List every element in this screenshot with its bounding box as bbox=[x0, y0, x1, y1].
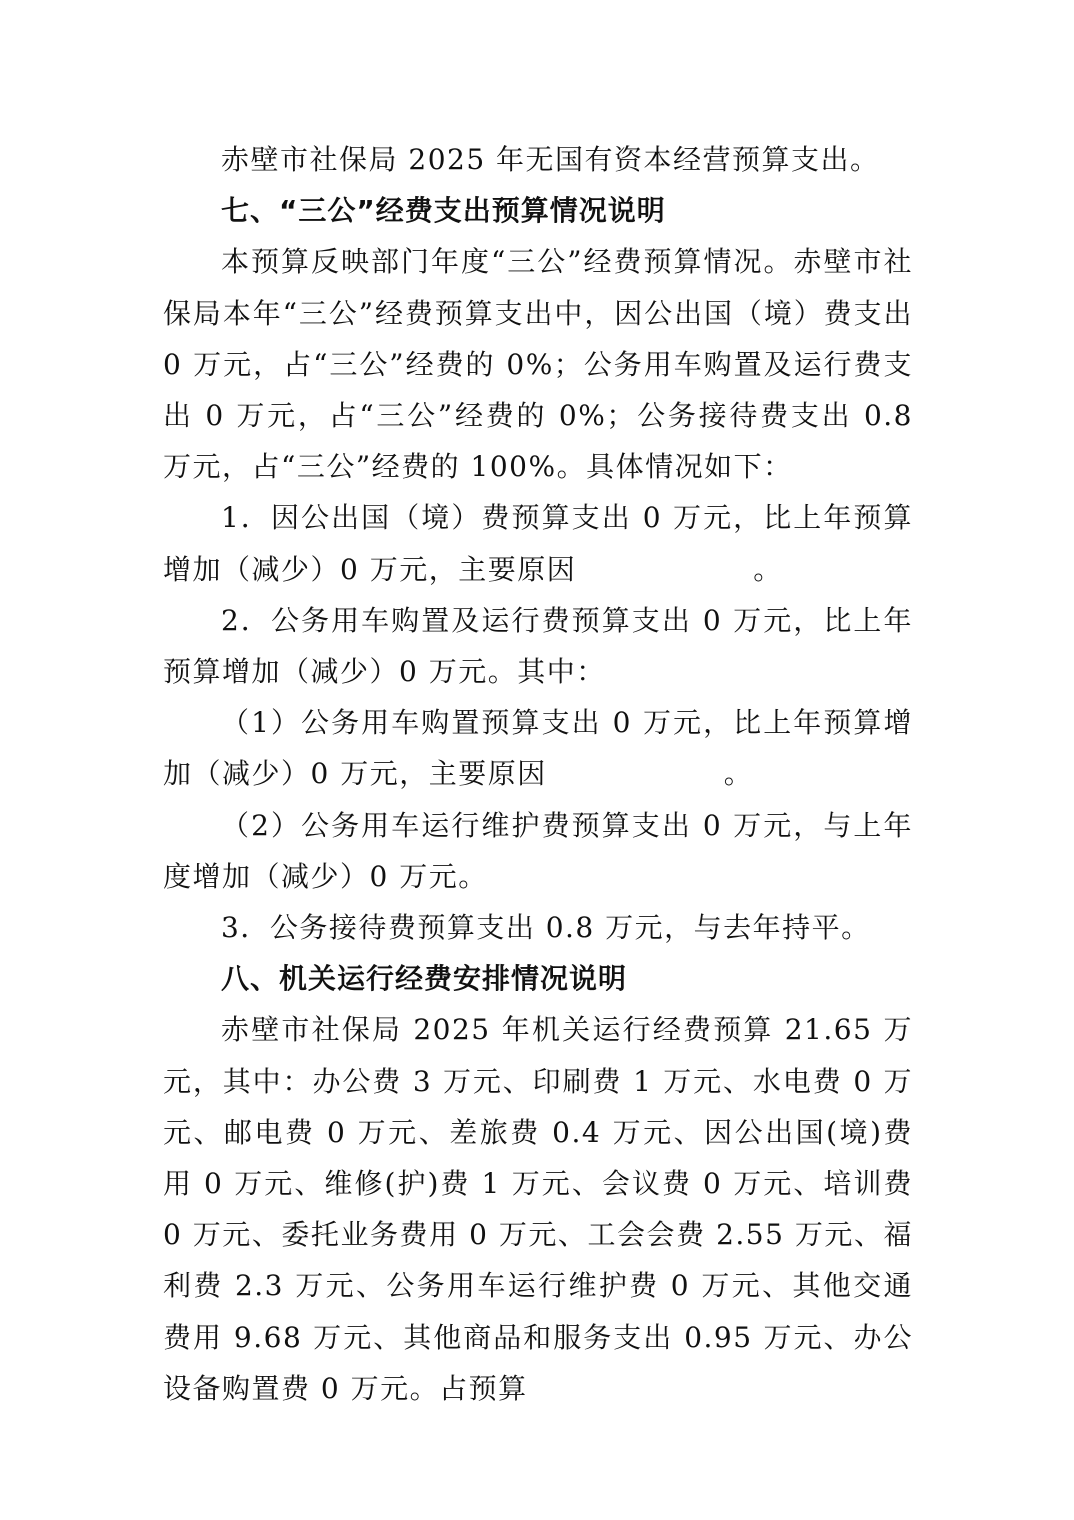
section-heading-operating-expenses: 八、机关运行经费安排情况说明 bbox=[221, 962, 628, 996]
paragraph-subitem-vehicle-purchase: （1）公务用车购置预算支出 0 万元，比上年预算增加（减少）0 万元，主要原因 。 bbox=[163, 706, 913, 791]
paragraph-state-capital-budget: 赤壁市社保局 2025 年无国有资本经营预算支出。 bbox=[221, 143, 880, 176]
paragraph-subitem-vehicle-maintenance: （2）公务用车运行维护费预算支出 0 万元，与上年度增加（减少）0 万元。 bbox=[163, 808, 913, 893]
paragraph-item-reception: 3．公务接待费预算支出 0.8 万元，与去年持平。 bbox=[221, 911, 871, 945]
section-heading-three-public-expenses: 七、“三公”经费支出预算情况说明 bbox=[221, 194, 666, 228]
paragraph-operating-expenses-detail: 赤壁市社保局 2025 年机关运行经费预算 21.65 万元，其中：办公费 3 万元、印刷费 1 万元、水电费 0 万元、邮电费 0 万元、差旅费 0.4 万元、因公出国(境)费用 0 万元、维修(护)费 1 万元、会议费 0 万元、培训费 0 万元、委托业务费用 0 万元、工会会费 2.55 万元、福利费 2.3 万元、公务用车运行维护费 0 万元、其他交通费用 9.68 万元、其他商品和服务支出 0.95 万元、办公设备购置费 0 万元。占预算 bbox=[163, 1013, 913, 1405]
paragraph-three-public-overview: 本预算反映部门年度“三公”经费预算情况。赤壁市社保局本年“三公”经费预算支出中，因公出国（境）费支出 0 万元，占“三公”经费的 0%；公务用车购置及运行费支出 0 万元，占“三公”经费的 0%；公务接待费支出 0.8 万元，占“三公”经费的 100%。具体情况如下： bbox=[163, 245, 913, 484]
paragraph-item-overseas-travel: 1．因公出国（境）费预算支出 0 万元，比上年预算增加（减少）0 万元，主要原因 。 bbox=[163, 501, 913, 586]
document-body bbox=[163, 134, 913, 1414]
paragraph-item-official-vehicles: 2．公务用车购置及运行费预算支出 0 万元，比上年预算增加（减少）0 万元。其中： bbox=[163, 603, 913, 689]
